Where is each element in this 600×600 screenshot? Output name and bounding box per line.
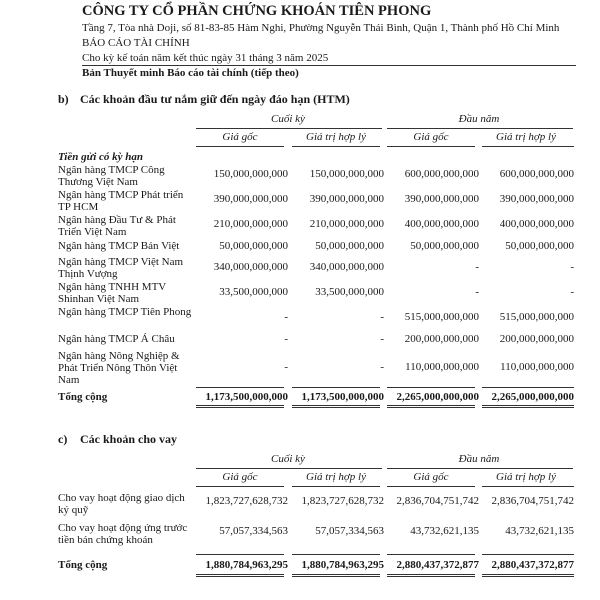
row-label: Cho vay hoạt động ứng trước tiền bán chứng khoán — [58, 522, 188, 546]
row-label: Ngân hàng TMCP Tiên Phong — [58, 306, 192, 318]
cell-value: 340,000,000,000 — [309, 261, 384, 273]
col-cost-begin: Giá gốc — [413, 471, 449, 483]
total-double-rule — [292, 405, 380, 408]
cell-value: 57,057,334,563 — [315, 525, 384, 537]
section-b-title — [58, 92, 350, 107]
section-c-heading: Các khoản cho vay — [80, 432, 178, 446]
cell-value: 50,000,000,000 — [315, 240, 384, 252]
cell-value: 50,000,000,000 — [219, 240, 288, 252]
cell-value: 110,000,000,000 — [500, 361, 574, 373]
col-fair-begin: Giá trị hợp lý — [496, 131, 556, 143]
cell-value: 2,836,704,751,742 — [396, 495, 479, 507]
total-rule — [196, 554, 284, 555]
group-begin-year: Đầu năm — [458, 453, 500, 465]
cell-value: 43,732,621,135 — [410, 525, 479, 537]
col-cost-begin: Giá gốc — [413, 131, 449, 143]
row-label: Ngân hàng TMCP Bản Việt — [58, 240, 180, 252]
cell-value: 200,000,000,000 — [404, 333, 479, 345]
cell-value: - — [570, 286, 574, 298]
cell-value: 110,000,000,000 — [405, 361, 479, 373]
total-label: Tổng cộng — [58, 391, 108, 403]
col-fair-end: Giá trị hợp lý — [306, 131, 366, 143]
col-cost-end: Giá gốc — [222, 471, 258, 483]
total-rule — [292, 554, 380, 555]
total-value: 2,880,437,372,877 — [491, 559, 574, 571]
cell-value: 33,500,000,000 — [219, 286, 288, 298]
total-double-rule — [387, 574, 475, 577]
cell-value: - — [475, 286, 479, 298]
cell-value: - — [570, 261, 574, 273]
cell-value: 1,823,727,628,732 — [301, 495, 384, 507]
col-fair-begin: Giá trị hợp lý — [496, 471, 556, 483]
cell-value: 33,500,000,000 — [315, 286, 384, 298]
row-label: Cho vay hoạt động giao dịch ký quỹ — [58, 492, 185, 516]
cell-value: - — [284, 311, 288, 323]
cell-value: 2,836,704,751,742 — [491, 495, 574, 507]
notes-title: Bản Thuyết minh Báo cáo tài chính (tiếp theo) — [82, 67, 299, 79]
total-rule — [387, 387, 475, 388]
total-value: 2,265,000,000,000 — [491, 391, 574, 403]
row-label: Ngân hàng Đầu Tư & Phát Triển Việt Nam — [58, 214, 176, 238]
group-end-period: Cuối kỳ — [271, 113, 305, 125]
cell-value: - — [475, 261, 479, 273]
total-double-rule — [482, 574, 574, 577]
group-end-underline — [196, 468, 382, 469]
row-label: Ngân hàng TMCP Á Châu — [58, 333, 175, 345]
total-rule — [482, 554, 574, 555]
cell-value: 515,000,000,000 — [404, 311, 479, 323]
col-underline — [482, 146, 574, 147]
cell-value: 210,000,000,000 — [309, 218, 384, 230]
cell-value: 200,000,000,000 — [499, 333, 574, 345]
group-begin-underline — [387, 468, 573, 469]
total-label: Tổng cộng — [58, 559, 108, 571]
total-rule — [482, 387, 574, 388]
cell-value: 210,000,000,000 — [213, 218, 288, 230]
col-underline — [196, 146, 284, 147]
cell-value: 390,000,000,000 — [309, 193, 384, 205]
section-b-heading: Các khoản đầu tư nắm giữ đến ngày đáo hạn (HTM) — [80, 92, 350, 106]
cell-value: 390,000,000,000 — [404, 193, 479, 205]
total-double-rule — [387, 405, 475, 408]
total-value: 2,880,437,372,877 — [396, 559, 479, 571]
row-label: Ngân hàng TMCP Công Thương Việt Nam — [58, 164, 165, 188]
col-cost-end: Giá gốc — [222, 131, 258, 143]
cell-value: - — [284, 361, 288, 373]
cell-value: 600,000,000,000 — [499, 168, 574, 180]
cell-value: - — [380, 333, 384, 345]
col-underline — [482, 486, 574, 487]
cell-value: 50,000,000,000 — [410, 240, 479, 252]
total-double-rule — [482, 405, 574, 408]
group-begin-year: Đầu năm — [458, 113, 500, 125]
category-term-deposits: Tiền gửi có kỳ hạn — [58, 151, 144, 163]
row-label: Ngân hàng TNHH MTV Shinhan Việt Nam — [58, 281, 167, 305]
total-value: 1,173,500,000,000 — [205, 391, 288, 403]
report-title: BÁO CÁO TÀI CHÍNH — [82, 37, 190, 49]
col-underline — [387, 146, 475, 147]
total-rule — [292, 387, 380, 388]
cell-value: 50,000,000,000 — [505, 240, 574, 252]
section-c-letter: c) — [58, 432, 68, 446]
cell-value: 400,000,000,000 — [499, 218, 574, 230]
total-double-rule — [196, 405, 284, 408]
total-rule — [387, 554, 475, 555]
total-value: 1,173,500,000,000 — [301, 391, 384, 403]
cell-value: 600,000,000,000 — [404, 168, 479, 180]
col-underline — [196, 486, 284, 487]
cell-value: 1,823,727,628,732 — [205, 495, 288, 507]
cell-value: 150,000,000,000 — [213, 168, 288, 180]
group-end-period: Cuối kỳ — [271, 453, 305, 465]
cell-value: - — [380, 361, 384, 373]
cell-value: 340,000,000,000 — [213, 261, 288, 273]
report-period: Cho kỳ kế toán năm kết thúc ngày 31 tháng 3 năm 2025 — [82, 52, 329, 64]
col-underline — [292, 486, 380, 487]
total-value: 2,265,000,000,000 — [396, 391, 479, 403]
total-double-rule — [196, 574, 284, 577]
total-value: 1,880,784,963,295 — [301, 559, 384, 571]
company-name: CÔNG TY CỔ PHẦN CHỨNG KHOÁN TIÊN PHONG — [82, 3, 432, 19]
cell-value: - — [380, 311, 384, 323]
cell-value: - — [284, 333, 288, 345]
col-underline — [387, 486, 475, 487]
cell-value: 390,000,000,000 — [499, 193, 574, 205]
cell-value: 400,000,000,000 — [404, 218, 479, 230]
section-b-letter: b) — [58, 92, 69, 106]
cell-value: 390,000,000,000 — [213, 193, 288, 205]
cell-value: 150,000,000,000 — [309, 168, 384, 180]
cell-value: 57,057,334,563 — [219, 525, 288, 537]
section-c-title — [58, 432, 177, 447]
header-divider — [82, 65, 576, 66]
row-label: Ngân hàng TMCP Việt Nam Thịnh Vượng — [58, 256, 184, 280]
total-double-rule — [292, 574, 380, 577]
total-rule — [196, 387, 284, 388]
col-underline — [292, 146, 380, 147]
company-address: Tầng 7, Tòa nhà Doji, số 81-83-85 Hàm Nghi, Phường Nguyễn Thái Bình, Quận 1, Thành phố Hồ Chí Minh — [82, 22, 560, 34]
cell-value: 43,732,621,135 — [505, 525, 574, 537]
cell-value: 515,000,000,000 — [499, 311, 574, 323]
total-value: 1,880,784,963,295 — [205, 559, 288, 571]
row-label: Ngân hàng Nông Nghiệp & Phát Triển Nông Thôn Việt Nam — [58, 350, 180, 386]
col-fair-end: Giá trị hợp lý — [306, 471, 366, 483]
group-begin-underline — [387, 128, 573, 129]
group-end-underline — [196, 128, 382, 129]
row-label: Ngân hàng TMCP Phát triển TP HCM — [58, 189, 184, 213]
